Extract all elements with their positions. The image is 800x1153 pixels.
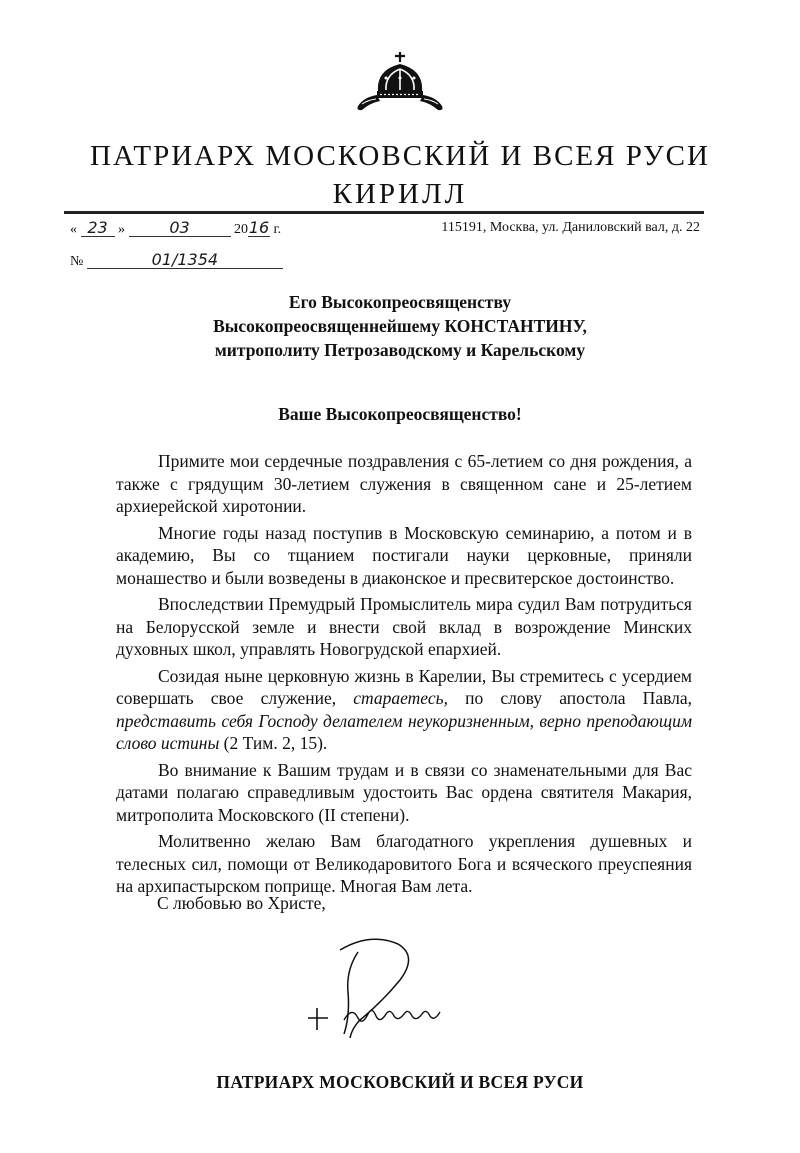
date-year-prefix: 20 bbox=[234, 222, 248, 237]
number-label: № bbox=[70, 254, 84, 269]
scripture-quote: представить себя Господу делателем неукоризненным, верно преподающим слово истины bbox=[116, 710, 692, 753]
date-year-suffix: 16 bbox=[248, 218, 270, 237]
date-open-quote: « bbox=[70, 222, 77, 237]
date-month: 03 bbox=[129, 220, 231, 237]
document-number: 01/1354 bbox=[87, 252, 283, 269]
recipient-line: Высокопреосвященнейшему КОНСТАНТИНУ, bbox=[213, 316, 587, 336]
body-text: по слову апостола Павла, bbox=[447, 688, 692, 708]
date-close-quote: » bbox=[118, 222, 125, 237]
crown-emblem-icon bbox=[350, 48, 450, 118]
letterhead-title: ПАТРИАРХ МОСКОВСКИЙ И ВСЕЯ РУСИ bbox=[90, 140, 710, 172]
body-paragraph: Впоследствии Премудрый Промыслитель мира судил Вам потрудиться на Белорусской земле и внести свой вклад в возрождение Минских духовных школ, управлять Новогрудской епархией. bbox=[116, 594, 692, 659]
recipient-block bbox=[0, 290, 800, 362]
date-line bbox=[70, 220, 281, 238]
scripture-reference: (2 Тим. 2, 15). bbox=[219, 733, 328, 753]
body-paragraph: Молитвенно желаю Вам благодатного укрепления душевных и телесных сил, помощи от Великодаровитого Бога и всяческого преуспеяния на архипастырском поприще. Многая Вам лета. bbox=[116, 831, 692, 896]
date-day: 23 bbox=[81, 220, 115, 237]
body-paragraph: Примите мои сердечные поздравления с 65-летием со дня рождения, а также с грядущим 30-летием служения в священном сане и 25-летием архиерейской хиротонии. bbox=[116, 451, 692, 516]
document-number-line bbox=[70, 252, 283, 270]
body-paragraph: Во внимание к Вашим трудам и в связи со знаменательными для Вас датами полагаю справедливым удостоить Вас ордена святителя Макария, митрополита Московского (II степени). bbox=[116, 759, 692, 825]
signatory-title: ПАТРИАРХ МОСКОВСКИЙ И ВСЕЯ РУСИ bbox=[216, 1072, 584, 1092]
closing-phrase: С любовью во Христе, bbox=[157, 893, 326, 913]
handwritten-signature-icon bbox=[300, 930, 480, 1050]
letterhead-name: КИРИЛЛ bbox=[332, 178, 468, 210]
date-year-unit: г. bbox=[273, 222, 282, 237]
recipient-line: Его Высокопреосвященству bbox=[288, 292, 512, 312]
body-paragraph bbox=[116, 665, 692, 755]
body-paragraph: Многие годы назад поступив в Московскую семинарию, а потом и в академию, Вы со тщанием постигали науки церковные, приняли монашество и были возведены в диаконское и пресвитерское достоинство. bbox=[116, 522, 692, 588]
salutation: Ваше Высокопреосвященство! bbox=[278, 404, 522, 424]
letter-body bbox=[116, 450, 692, 902]
header-divider bbox=[64, 211, 704, 214]
recipient-line: митрополиту Петрозаводскому и Карельскому bbox=[214, 340, 586, 360]
body-text: Созидая ныне церковную жизнь в Карелии, Вы стремитесь с усердием совершать свое служение, bbox=[116, 665, 692, 708]
address: 115191, Москва, ул. Даниловский вал, д. 22 bbox=[441, 220, 700, 235]
body-italic-text: стараетесь, bbox=[353, 688, 448, 708]
